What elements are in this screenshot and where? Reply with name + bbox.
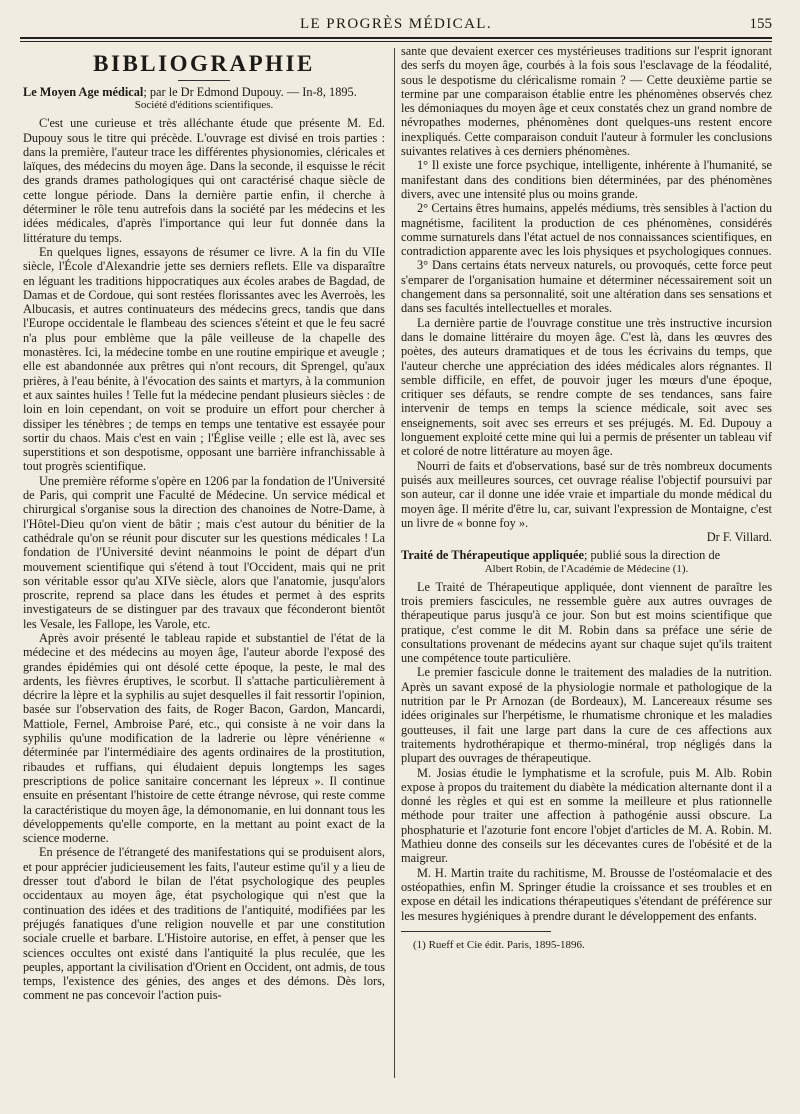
entry2-byline: ; publié sous la direction de [584,548,721,563]
header-rule-thin [20,41,772,42]
entry2-paragraph-3: M. Josias étudie le lymphatisme et la scrofule, puis M. Alb. Robin expose à propos du traitement du diabète la médication alternante dont il a donné les règles et qui est en somme la meilleure et plus rationnelle méthode pour traiter une affection à pathogénie aussi obscure. La phosphaturie et l'azoturie font encore l'objet d'articles de M. A. Robin. M. Mathieu donne des conseils sur les décevantes cures de l'obésité et de la maigreur. [401,765,772,866]
conclusion-item-2: 2° Certains êtres humains, appelés médiums, très sensibles à l'action du magnétisme, facilitent la production de ces phénomènes, considérés comme surnaturels dans l'état actuel de nos connaissances scientifiques, en contradiction apparente avec les lois physiques et psychologiques connues. [401,201,772,259]
right-paragraph-assessment: Nourri de faits et d'observations, basé sur de très nombreux documents puisés aux meilleures sources, cet ouvrage réalise l'objectif poursuivi par son auteur, car il donne une idée vraie et impartiale du monde médical du moyen âge. Il mérite d'être lu, car, suivant l'expression de Montaigne, c'est un livre de « bonne foy ». [401,458,772,530]
left-paragraph-1: C'est une curieuse et très alléchante étude que présente M. Ed. Dupouy sous le titre qui précède. L'ouvrage est divisé en trois parties : dans la première, l'auteur trace les différentes physionomies, cléricales et laïques, des médecins du moyen âge. Dans la seconde, il esquisse le récit des grands drames pathologiques qui ont caractérisé chaque siècle de cette longue période. Dans la dernière partie enfin, il cherche à déterminer le rôle tenu autrefois dans la société par les médecins et les idées médicales, d'après l'importance qui leur fut donnée dans la littérature du temps. [23,116,385,245]
section-title: BIBLIOGRAPHIE [93,51,315,76]
left-paragraph-4: Après avoir présenté le tableau rapide et substantiel de l'état de la médecine et des médecins au moyen âge, l'auteur aborde l'exposé des grandes épidémies qui ont désolé cette époque, la peste, le mal des ardents, les fièvres éruptives, le scorbut. Il s'attache particulièrement à décrire la lèpre et la syphilis au sujet desquelles il fait ressortir l'opinion, basée sur l'observation des faits, de Roger Bacon, Gardon, Mancardi, Mattiole, Fernel, Ambroise Paré, etc., qui consiste à ne voir dans la syphilis qu'une modification de la ladrerie ou lèpre vénérienne « déterminée par l'intermédiaire des agents ordinaires de la prostitution, ribaudes et ruffians, qui éludaient depuis longtemps les sages prescriptions de police sanitaire concernant les lépreux ». Il continue ensuite en présentant l'histoire de cette étrange névrose, qui reste comme la caractéristique du moyen âge, la démonomanie, en lui donnant tous les développements qu'elle comporte, en la mettant au point exact de la science moderne. [23,630,385,846]
entry2-paragraph-4: M. H. Martin traite du rachitisme, M. Brousse de l'ostéomalacie et des ostéopathies, enfin M. Springer étudie la croissance et ses troubles et en expose en détail les indications thérapeutiques s'étendant de préférence sur les mesures hygiéniques à prendre durant le développement des enfants. [401,865,772,923]
left-paragraph-3: Une première réforme s'opère en 1206 par la fondation de l'Université de Paris, qui comprit une Faculté de Médecine. Un service médical et chirurgical s'organise sous la direction des chanoines de Notre-Dame, à l'Hôtel-Dieu qu'on vient de bâtir ; mais c'est autour du bénitier de la cathédrale qu'on se réunit pour discuter sur les questions médicales ! La fondation de l'Université devint néanmoins le point de départ d'un mouvement scientifique qui s'étend à tout l'Occident, mais qui ne prit son véritable essor qu'au XIVe siècle, alors que l'anatomie, jusqu'alors proscrite, reprend sa place dans les études et permet à des esprits investigateurs de se distinguer par des travaux que féconderont bientôt les Vesale, les Fallope, les Varole, etc. [23,473,385,631]
journal-title: LE PROGRÈS MÉDICAL. [299,16,493,32]
running-header [20,14,772,36]
right-paragraph-literature: La dernière partie de l'ouvrage constitue une très instructive incursion dans le domaine littéraire du moyen âge. C'est là, dans les œuvres des poètes, des auteurs dramatiques et de tous les écrivains du temps, que l'auteur cherche une appréciation des idées médicales alors régnantes. Il semble difficile, en effet, de pouvoir juger les mœurs d'une époque, critiquer ses défauts, se rendre compte de ses tendances, sans faire intervenir de temps en temps la science médicale, soit avec ses enseignements, soit avec ses erreurs et ses préjugés. M. Ed. Dupouy a longuement exploité cette mine qui lui a permis de présenter un tableau vif et coloré de notre littérature au moyen âge. [401,315,772,459]
entry1-heading [23,85,385,99]
entry2-paragraph-1: Le Traité de Thérapeutique appliquée, dont viennent de paraître les trois premiers fascicules, ne ressemble guère aux autres ouvrages de thérapeutique parus jusqu'à ce jour. Son but est moins scientifique que pratique, c'est comme le dit M. Robin dans sa préface une série de consultations provenant de médecins ayant sur chaque sujet qu'ils traitent une compétence toute particulière. [401,579,772,666]
conclusion-item-3: 3° Dans certains états nerveux naturels, ou provoqués, cette force peut s'emparer de l'organisation humaine et déterminer nécessairement soit un changement dans sa personnalité, soit une altération dans ses sensations et dans ses facultés intellectuelles et morales. [401,258,772,316]
entry1-author: ; par le Dr Edmond Dupouy. — In-8, 1895. [143,85,357,99]
review-signature: Dr F. Villard. [706,530,772,545]
entry2-title: Traité de Thérapeutique appliquée [401,548,584,563]
entry2-heading [401,548,772,562]
header-rule-thick [20,37,772,39]
footnote-rule [401,931,551,932]
right-column [401,44,772,952]
column-divider [394,48,395,1078]
entry1-publisher: Société d'éditions scientifiques. [134,99,274,112]
left-column [23,44,385,1003]
entry1-title: Le Moyen Age médical [23,85,144,99]
title-ornament [178,80,230,81]
conclusion-item-1: 1° Il existe une force psychique, intelligente, inhérente à l'humanité, se manifestant dans des conditions bien déterminées, par des phénomènes divers, avec une intensité plus ou moins grande. [401,158,772,201]
page-number: 155 [749,16,772,32]
entry2-paragraph-2: Le premier fascicule donne le traitement des maladies de la nutrition. Après un savant exposé de la physiologie normale et pathologique de la nutrition par le Pr Arnozan (de Bordeaux), M. Lancereaux résume ses idées originales sur l'herpétisme, le rhumatisme chronique et les maladies goutteuses, il fait une large part dans la cure de ces affections aux traitements hydrothérapique et thermo-minéral, trop négligés dans la plupart des ouvrages de thérapeutique. [401,665,772,766]
right-paragraph-continued: sante que devaient exercer ces mystérieuses traditions sur l'esprit ignorant des serfs du moyen âge, courbés à la fois sous l'esclavage de la féodalité, sous le despotisme du cléricalisme romain ? — Cette deuxième partie se termine par une comparaison établie entre les phénomènes observés chez les démoniaques du moyen âge et ceux constatés chez un grand nombre de névropathes modernes, phénomènes dont quelques-uns restent encore inexpliqués. Cette comparaison conduit l'auteur à formuler les conclusions suivantes relatives à ces derniers phénomènes. [401,44,772,159]
entry2-editor: Albert Robin, de l'Académie de Médecine (1). [484,562,689,575]
left-paragraph-2: En quelques lignes, essayons de résumer ce livre. A la fin du VIIe siècle, l'École d'Alexandrie jette ses derniers reflets. Elle va disparaître en léguant les traditions hippocratiques aux écoles arabes de Bagdad, de Damas et de Cordoue, qui sont restées florissantes avec les Averroès, les Albucasis, et autres continuateurs des médecins grecs, tandis que dans l'Europe occidentale le flambeau des sciences s'éteint et que le feu sacré n'a plus pour emblème que la pâle veilleuse de la chapelle des monastères. Ici, la médecine tombe en une routine empirique et aveugle ; elle est abandonnée aux prêtres qui n'ont recours, dit Sprengel, qu'aux prières, à l'eau bénite, à l'évocation des saints et martyrs, à la communion et aux saintes huiles ! Telle fut la médecine pendant plusieurs siècles : de loin en loin cependant, on voit se produire un effort pour chercher à dissiper les ténèbres ; de temps en temps une tentative est essayée pour sortir du chaos. Mais c'est en vain ; l'Église veille ; elle est là, avec ses superstitions et son despotisme, opposant une barrière infranchissable à tout progrès scientifique. [23,244,385,474]
footnote: (1) Rueff et Cie édit. Paris, 1895-1896. [413,938,585,951]
left-paragraph-5: En présence de l'étrangeté des manifestations qui se produisent alors, et pour apprécier judicieusement les faits, l'auteur estime qu'il y a lieu de dresser tout d'abord le bilan de l'état psychologique des peuples occidentaux au moyen âge, état psychologique qui n'est que la continuation des idées et des traditions de l'antiquité, modifiées par les préjugés fanatiques d'une religion nouvelle et par une constitution sociale cruelle et barbare. L'Histoire autorise, en effet, à penser que les sciences occultes ont existé dans l'antiquité la plus reculée, que les peuples, apportant la civilisation d'Orient en Occident, ont admis, de tous temps, l'existence des génies, des anges et des démons. Dès lors, comment ne pas concevoir l'action puis- [23,845,385,1003]
